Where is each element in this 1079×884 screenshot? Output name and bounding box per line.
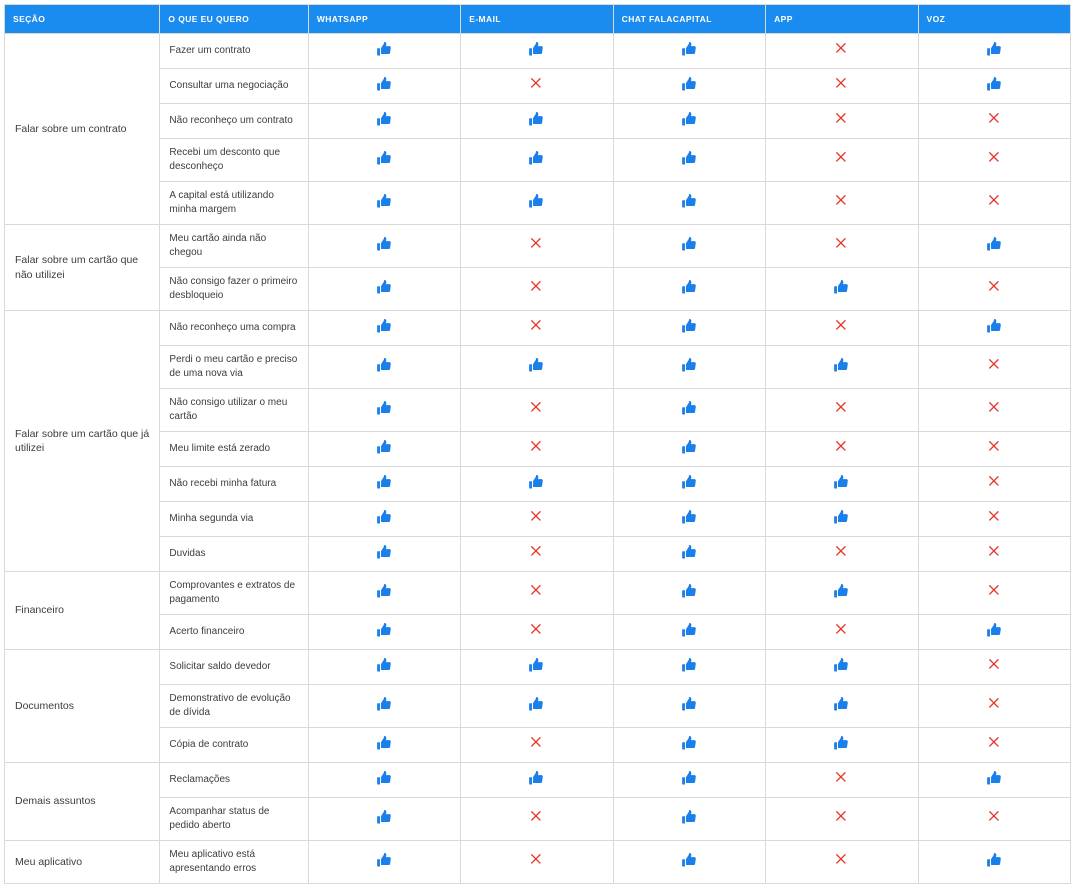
- availability-cell-app-no: [766, 432, 918, 467]
- availability-cell-whatsapp-yes: [308, 225, 460, 268]
- thumbs-up-icon: [681, 111, 698, 128]
- thumbs-up-icon: [376, 509, 393, 526]
- cross-icon: [529, 583, 544, 598]
- availability-cell-chat-falacapital-yes: [613, 34, 765, 69]
- column-header-chat-falacapital: CHAT FALACAPITAL: [613, 5, 765, 34]
- request-label: Solicitar saldo devedor: [160, 650, 308, 685]
- thumbs-up-icon: [528, 657, 545, 674]
- availability-cell-email-yes: [461, 650, 613, 685]
- availability-cell-whatsapp-yes: [308, 615, 460, 650]
- section-label: Documentos: [5, 650, 160, 763]
- request-label: Reclamações: [160, 763, 308, 798]
- thumbs-up-icon: [681, 583, 698, 600]
- table-row: [5, 69, 1071, 104]
- availability-cell-chat-falacapital-yes: [613, 763, 765, 798]
- availability-cell-app-no: [766, 104, 918, 139]
- request-label: Meu aplicativo está apresentando erros: [160, 841, 308, 884]
- availability-cell-chat-falacapital-yes: [613, 346, 765, 389]
- thumbs-up-icon: [528, 770, 545, 787]
- availability-cell-chat-falacapital-yes: [613, 389, 765, 432]
- thumbs-up-icon: [986, 770, 1003, 787]
- availability-cell-app-no: [766, 311, 918, 346]
- thumbs-up-icon: [376, 236, 393, 253]
- cross-icon: [529, 76, 544, 91]
- thumbs-up-icon: [376, 622, 393, 639]
- thumbs-up-icon: [681, 400, 698, 417]
- availability-cell-app-no: [766, 841, 918, 884]
- request-label: A capital está utilizando minha margem: [160, 182, 308, 225]
- availability-cell-voz-no: [918, 502, 1070, 537]
- thumbs-up-icon: [681, 696, 698, 713]
- thumbs-up-icon: [833, 583, 850, 600]
- cross-icon: [834, 544, 849, 559]
- table-row: [5, 685, 1071, 728]
- thumbs-up-icon: [681, 474, 698, 491]
- availability-cell-whatsapp-yes: [308, 311, 460, 346]
- table-row: [5, 467, 1071, 502]
- availability-cell-chat-falacapital-yes: [613, 467, 765, 502]
- thumbs-up-icon: [376, 735, 393, 752]
- thumbs-up-icon: [376, 544, 393, 561]
- availability-cell-email-no: [461, 311, 613, 346]
- cross-icon: [834, 150, 849, 165]
- cross-icon: [834, 770, 849, 785]
- request-label: Comprovantes e extratos de pagamento: [160, 572, 308, 615]
- availability-cell-email-yes: [461, 763, 613, 798]
- thumbs-up-icon: [376, 696, 393, 713]
- availability-cell-whatsapp-yes: [308, 182, 460, 225]
- thumbs-up-icon: [376, 76, 393, 93]
- cross-icon: [987, 544, 1002, 559]
- availability-cell-app-yes: [766, 502, 918, 537]
- table-row: [5, 389, 1071, 432]
- availability-cell-app-yes: [766, 268, 918, 311]
- availability-cell-app-no: [766, 34, 918, 69]
- availability-cell-voz-no: [918, 139, 1070, 182]
- thumbs-up-icon: [376, 111, 393, 128]
- availability-cell-chat-falacapital-yes: [613, 615, 765, 650]
- availability-cell-email-no: [461, 728, 613, 763]
- cross-icon: [987, 150, 1002, 165]
- table-row: [5, 615, 1071, 650]
- cross-icon: [529, 400, 544, 415]
- thumbs-up-icon: [376, 318, 393, 335]
- availability-cell-whatsapp-yes: [308, 432, 460, 467]
- table-row: [5, 34, 1071, 69]
- thumbs-up-icon: [376, 150, 393, 167]
- availability-cell-email-yes: [461, 182, 613, 225]
- thumbs-up-icon: [681, 236, 698, 253]
- thumbs-up-icon: [833, 357, 850, 374]
- thumbs-up-icon: [528, 150, 545, 167]
- thumbs-up-icon: [681, 770, 698, 787]
- thumbs-up-icon: [986, 41, 1003, 58]
- thumbs-up-icon: [376, 357, 393, 374]
- thumbs-up-icon: [376, 809, 393, 826]
- cross-icon: [987, 509, 1002, 524]
- availability-cell-voz-no: [918, 537, 1070, 572]
- cross-icon: [834, 852, 849, 867]
- availability-cell-app-no: [766, 139, 918, 182]
- table-row: [5, 537, 1071, 572]
- availability-cell-chat-falacapital-yes: [613, 104, 765, 139]
- availability-cell-whatsapp-yes: [308, 139, 460, 182]
- cross-icon: [834, 236, 849, 251]
- request-label: Cópia de contrato: [160, 728, 308, 763]
- availability-cell-voz-no: [918, 467, 1070, 502]
- thumbs-up-icon: [833, 696, 850, 713]
- table-row: [5, 268, 1071, 311]
- thumbs-up-icon: [833, 735, 850, 752]
- availability-cell-whatsapp-yes: [308, 572, 460, 615]
- request-label: Não reconheço uma compra: [160, 311, 308, 346]
- thumbs-up-icon: [376, 657, 393, 674]
- availability-cell-chat-falacapital-yes: [613, 69, 765, 104]
- thumbs-up-icon: [681, 657, 698, 674]
- column-header-whatsapp: WHATSAPP: [308, 5, 460, 34]
- request-label: Minha segunda via: [160, 502, 308, 537]
- thumbs-up-icon: [833, 657, 850, 674]
- thumbs-up-icon: [528, 474, 545, 491]
- availability-cell-chat-falacapital-yes: [613, 685, 765, 728]
- request-label: Não recebi minha fatura: [160, 467, 308, 502]
- column-header-email: E-MAIL: [461, 5, 613, 34]
- thumbs-up-icon: [376, 474, 393, 491]
- availability-cell-whatsapp-yes: [308, 763, 460, 798]
- section-label: Meu aplicativo: [5, 841, 160, 884]
- availability-cell-whatsapp-yes: [308, 69, 460, 104]
- channel-matrix-table: [4, 4, 1071, 884]
- cross-icon: [987, 111, 1002, 126]
- availability-cell-whatsapp-yes: [308, 502, 460, 537]
- request-label: Não consigo utilizar o meu cartão: [160, 389, 308, 432]
- availability-cell-email-yes: [461, 104, 613, 139]
- availability-cell-chat-falacapital-yes: [613, 537, 765, 572]
- thumbs-up-icon: [833, 509, 850, 526]
- availability-cell-whatsapp-yes: [308, 650, 460, 685]
- availability-cell-app-no: [766, 763, 918, 798]
- thumbs-up-icon: [681, 318, 698, 335]
- table-row: [5, 225, 1071, 268]
- availability-cell-chat-falacapital-yes: [613, 225, 765, 268]
- thumbs-up-icon: [376, 41, 393, 58]
- availability-cell-whatsapp-yes: [308, 537, 460, 572]
- cross-icon: [529, 509, 544, 524]
- thumbs-up-icon: [681, 76, 698, 93]
- availability-cell-email-no: [461, 798, 613, 841]
- availability-cell-chat-falacapital-yes: [613, 650, 765, 685]
- request-label: Acerto financeiro: [160, 615, 308, 650]
- availability-cell-chat-falacapital-yes: [613, 182, 765, 225]
- availability-cell-email-yes: [461, 467, 613, 502]
- table-row: [5, 841, 1071, 884]
- availability-cell-voz-no: [918, 432, 1070, 467]
- cross-icon: [834, 41, 849, 56]
- request-label: Acompanhar status de pedido aberto: [160, 798, 308, 841]
- thumbs-up-icon: [376, 439, 393, 456]
- availability-cell-voz-no: [918, 182, 1070, 225]
- column-header-secao: SEÇÃO: [5, 5, 160, 34]
- thumbs-up-icon: [376, 583, 393, 600]
- availability-cell-voz-no: [918, 685, 1070, 728]
- availability-cell-email-yes: [461, 139, 613, 182]
- table-row: [5, 502, 1071, 537]
- request-label: Meu cartão ainda não chegou: [160, 225, 308, 268]
- availability-cell-voz-yes: [918, 69, 1070, 104]
- availability-cell-voz-yes: [918, 225, 1070, 268]
- availability-cell-whatsapp-yes: [308, 34, 460, 69]
- request-label: Fazer um contrato: [160, 34, 308, 69]
- table-row: [5, 182, 1071, 225]
- table-row: [5, 104, 1071, 139]
- table-row: [5, 139, 1071, 182]
- availability-cell-whatsapp-yes: [308, 389, 460, 432]
- thumbs-up-icon: [681, 279, 698, 296]
- column-header-o-que-eu-quero: O QUE EU QUERO: [160, 5, 308, 34]
- availability-cell-whatsapp-yes: [308, 104, 460, 139]
- thumbs-up-icon: [681, 622, 698, 639]
- availability-cell-email-no: [461, 225, 613, 268]
- availability-cell-email-yes: [461, 34, 613, 69]
- availability-cell-email-no: [461, 502, 613, 537]
- cross-icon: [987, 809, 1002, 824]
- availability-cell-app-no: [766, 69, 918, 104]
- thumbs-up-icon: [376, 400, 393, 417]
- cross-icon: [987, 400, 1002, 415]
- thumbs-up-icon: [681, 439, 698, 456]
- table-body: [5, 34, 1071, 884]
- availability-cell-whatsapp-yes: [308, 346, 460, 389]
- thumbs-up-icon: [528, 696, 545, 713]
- thumbs-up-icon: [681, 193, 698, 210]
- availability-cell-email-yes: [461, 346, 613, 389]
- request-label: Não reconheço um contrato: [160, 104, 308, 139]
- availability-cell-chat-falacapital-yes: [613, 139, 765, 182]
- availability-cell-email-no: [461, 69, 613, 104]
- table-row: [5, 763, 1071, 798]
- table-row: [5, 311, 1071, 346]
- request-label: Meu limite está zerado: [160, 432, 308, 467]
- cross-icon: [529, 622, 544, 637]
- availability-cell-app-no: [766, 798, 918, 841]
- availability-cell-chat-falacapital-yes: [613, 572, 765, 615]
- section-label: Falar sobre um cartão que já utilizei: [5, 311, 160, 572]
- availability-cell-chat-falacapital-yes: [613, 502, 765, 537]
- cross-icon: [834, 193, 849, 208]
- column-header-app: APP: [766, 5, 918, 34]
- request-label: Não consigo fazer o primeiro desbloqueio: [160, 268, 308, 311]
- availability-cell-voz-yes: [918, 615, 1070, 650]
- thumbs-up-icon: [376, 279, 393, 296]
- cross-icon: [529, 852, 544, 867]
- cross-icon: [834, 400, 849, 415]
- availability-cell-email-no: [461, 389, 613, 432]
- thumbs-up-icon: [528, 111, 545, 128]
- availability-cell-chat-falacapital-yes: [613, 268, 765, 311]
- availability-cell-email-yes: [461, 685, 613, 728]
- cross-icon: [987, 439, 1002, 454]
- availability-cell-app-no: [766, 389, 918, 432]
- availability-cell-voz-yes: [918, 311, 1070, 346]
- availability-cell-voz-no: [918, 798, 1070, 841]
- availability-cell-voz-no: [918, 728, 1070, 763]
- availability-cell-chat-falacapital-yes: [613, 728, 765, 763]
- availability-cell-voz-yes: [918, 841, 1070, 884]
- thumbs-up-icon: [681, 544, 698, 561]
- cross-icon: [987, 657, 1002, 672]
- availability-cell-whatsapp-yes: [308, 268, 460, 311]
- table-row: [5, 346, 1071, 389]
- availability-cell-voz-no: [918, 572, 1070, 615]
- table-row: [5, 650, 1071, 685]
- thumbs-up-icon: [376, 193, 393, 210]
- cross-icon: [529, 439, 544, 454]
- availability-cell-voz-no: [918, 268, 1070, 311]
- availability-cell-app-yes: [766, 728, 918, 763]
- availability-cell-whatsapp-yes: [308, 841, 460, 884]
- section-label: Falar sobre um cartão que não utilizei: [5, 225, 160, 311]
- request-label: Demonstrativo de evolução de dívida: [160, 685, 308, 728]
- cross-icon: [834, 111, 849, 126]
- thumbs-up-icon: [986, 318, 1003, 335]
- table-row: [5, 572, 1071, 615]
- availability-cell-app-no: [766, 225, 918, 268]
- column-header-voz: VOZ: [918, 5, 1070, 34]
- thumbs-up-icon: [681, 150, 698, 167]
- thumbs-up-icon: [376, 770, 393, 787]
- cross-icon: [834, 76, 849, 91]
- cross-icon: [834, 809, 849, 824]
- availability-cell-app-yes: [766, 685, 918, 728]
- thumbs-up-icon: [528, 41, 545, 58]
- thumbs-up-icon: [528, 193, 545, 210]
- availability-cell-chat-falacapital-yes: [613, 311, 765, 346]
- availability-cell-app-yes: [766, 467, 918, 502]
- thumbs-up-icon: [986, 76, 1003, 93]
- cross-icon: [529, 735, 544, 750]
- thumbs-up-icon: [681, 357, 698, 374]
- availability-cell-voz-yes: [918, 34, 1070, 69]
- table-row: [5, 432, 1071, 467]
- availability-cell-email-no: [461, 615, 613, 650]
- header-row: [5, 5, 1071, 34]
- cross-icon: [529, 236, 544, 251]
- thumbs-up-icon: [833, 474, 850, 491]
- thumbs-up-icon: [528, 357, 545, 374]
- cross-icon: [987, 735, 1002, 750]
- table-row: [5, 798, 1071, 841]
- availability-cell-whatsapp-yes: [308, 685, 460, 728]
- thumbs-up-icon: [681, 509, 698, 526]
- request-label: Perdi o meu cartão e preciso de uma nova via: [160, 346, 308, 389]
- request-label: Consultar uma negociação: [160, 69, 308, 104]
- cross-icon: [987, 474, 1002, 489]
- cross-icon: [834, 318, 849, 333]
- table-header: [5, 5, 1071, 34]
- availability-cell-app-yes: [766, 346, 918, 389]
- availability-cell-chat-falacapital-yes: [613, 841, 765, 884]
- thumbs-up-icon: [833, 279, 850, 296]
- thumbs-up-icon: [986, 622, 1003, 639]
- request-label: Recebi um desconto que desconheço: [160, 139, 308, 182]
- cross-icon: [529, 279, 544, 294]
- availability-cell-app-no: [766, 615, 918, 650]
- availability-cell-voz-yes: [918, 763, 1070, 798]
- availability-cell-email-no: [461, 432, 613, 467]
- availability-cell-voz-no: [918, 650, 1070, 685]
- availability-cell-email-no: [461, 268, 613, 311]
- cross-icon: [987, 696, 1002, 711]
- availability-cell-chat-falacapital-yes: [613, 798, 765, 841]
- availability-cell-voz-no: [918, 104, 1070, 139]
- cross-icon: [987, 357, 1002, 372]
- availability-cell-email-no: [461, 841, 613, 884]
- availability-cell-whatsapp-yes: [308, 728, 460, 763]
- cross-icon: [529, 544, 544, 559]
- availability-cell-voz-no: [918, 389, 1070, 432]
- availability-cell-email-no: [461, 537, 613, 572]
- thumbs-up-icon: [681, 809, 698, 826]
- thumbs-up-icon: [681, 735, 698, 752]
- section-label: Financeiro: [5, 572, 160, 650]
- availability-cell-app-no: [766, 182, 918, 225]
- availability-cell-app-no: [766, 537, 918, 572]
- thumbs-up-icon: [986, 236, 1003, 253]
- section-label: Falar sobre um contrato: [5, 34, 160, 225]
- request-label: Duvidas: [160, 537, 308, 572]
- cross-icon: [987, 193, 1002, 208]
- cross-icon: [529, 809, 544, 824]
- availability-cell-app-yes: [766, 650, 918, 685]
- availability-cell-whatsapp-yes: [308, 798, 460, 841]
- cross-icon: [834, 439, 849, 454]
- table-row: [5, 728, 1071, 763]
- availability-cell-voz-no: [918, 346, 1070, 389]
- availability-cell-whatsapp-yes: [308, 467, 460, 502]
- cross-icon: [834, 622, 849, 637]
- cross-icon: [987, 279, 1002, 294]
- section-label: Demais assuntos: [5, 763, 160, 841]
- thumbs-up-icon: [681, 41, 698, 58]
- availability-cell-chat-falacapital-yes: [613, 432, 765, 467]
- availability-cell-app-yes: [766, 572, 918, 615]
- cross-icon: [529, 318, 544, 333]
- cross-icon: [987, 583, 1002, 598]
- availability-cell-email-no: [461, 572, 613, 615]
